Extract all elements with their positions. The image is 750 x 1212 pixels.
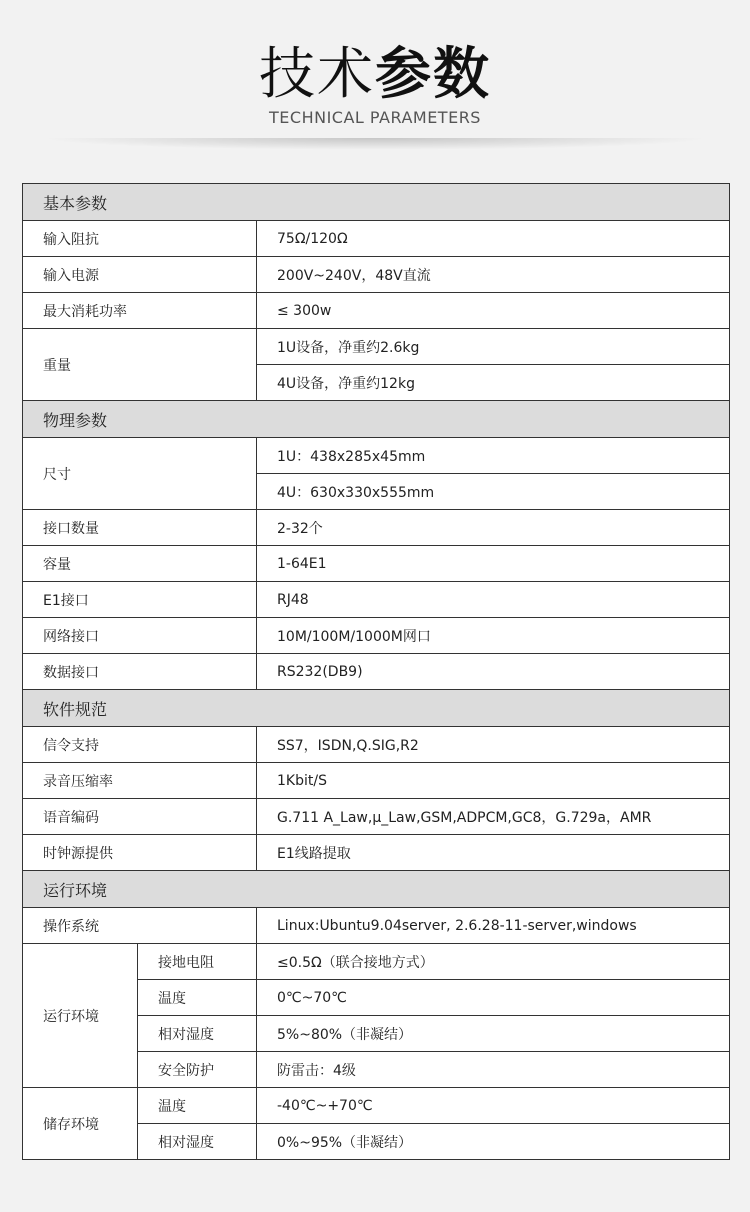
section-title: 基本参数 xyxy=(23,184,730,221)
row-value: RJ48 xyxy=(257,582,730,618)
table-row xyxy=(23,510,730,546)
table-row xyxy=(23,329,730,365)
table-row xyxy=(23,257,730,293)
table-row xyxy=(23,835,730,871)
section-title: 运行环境 xyxy=(23,871,730,908)
row-value: SS7，ISDN,Q.SIG,R2 xyxy=(257,727,730,763)
section-header-physical xyxy=(23,401,730,438)
table-row xyxy=(23,763,730,799)
table-row xyxy=(23,221,730,257)
table-row xyxy=(23,727,730,763)
row-label: 信令支持 xyxy=(23,727,257,763)
row-value: ≤0.5Ω（联合接地方式） xyxy=(257,944,730,980)
row-value: 2-32个 xyxy=(257,510,730,546)
row-label: 相对湿度 xyxy=(138,1016,257,1052)
spec-table xyxy=(22,183,730,1160)
row-value: 200V~240V，48V直流 xyxy=(257,257,730,293)
table-row xyxy=(23,546,730,582)
section-title: 软件规范 xyxy=(23,690,730,727)
row-label: E1接口 xyxy=(23,582,257,618)
row-value: Linux:Ubuntu9.04server, 2.6.28-11-server,windows xyxy=(257,908,730,944)
row-label: 输入阻抗 xyxy=(23,221,257,257)
row-value: 5%~80%（非凝结） xyxy=(257,1016,730,1052)
row-value: 4U：630x330x555mm xyxy=(257,474,730,510)
table-row xyxy=(23,799,730,835)
row-value: E1线路提取 xyxy=(257,835,730,871)
section-header-environment xyxy=(23,871,730,908)
row-label: 数据接口 xyxy=(23,654,257,690)
table-row xyxy=(23,908,730,944)
title-bold: 参数 xyxy=(375,42,491,107)
row-label: 时钟源提供 xyxy=(23,835,257,871)
row-value: G.711 A_Law,μ_Law,GSM,ADPCM,GC8，G.729a，AMR xyxy=(257,799,730,835)
row-value: ≤ 300w xyxy=(257,293,730,329)
row-value: 1U：438x285x45mm xyxy=(257,438,730,474)
row-label: 输入电源 xyxy=(23,257,257,293)
row-value: 防雷击：4级 xyxy=(257,1052,730,1088)
title-light: 技术 xyxy=(259,42,375,107)
row-value: 4U设备，净重约12kg xyxy=(257,365,730,401)
row-label: 最大消耗功率 xyxy=(23,293,257,329)
table-row xyxy=(23,582,730,618)
row-label: 接地电阻 xyxy=(138,944,257,980)
row-value: 1-64E1 xyxy=(257,546,730,582)
table-row xyxy=(23,618,730,654)
row-label: 网络接口 xyxy=(23,618,257,654)
row-label: 操作系统 xyxy=(23,908,257,944)
row-label: 容量 xyxy=(23,546,257,582)
row-label: 相对湿度 xyxy=(138,1124,257,1160)
row-value: -40℃~+70℃ xyxy=(257,1088,730,1124)
row-value: 1Kbit/S xyxy=(257,763,730,799)
table-row xyxy=(23,1088,730,1124)
row-value: 1U设备，净重约2.6kg xyxy=(257,329,730,365)
row-label: 尺寸 xyxy=(23,438,257,510)
table-row xyxy=(23,293,730,329)
table-row xyxy=(23,944,730,980)
group-label: 运行环境 xyxy=(23,944,138,1088)
header xyxy=(0,0,750,150)
group-label: 储存环境 xyxy=(23,1088,138,1160)
row-label: 语音编码 xyxy=(23,799,257,835)
row-label: 温度 xyxy=(138,980,257,1016)
row-value: 10M/100M/1000M网口 xyxy=(257,618,730,654)
row-label: 安全防护 xyxy=(138,1052,257,1088)
row-label: 重量 xyxy=(23,329,257,401)
row-value: 75Ω/120Ω xyxy=(257,221,730,257)
header-shadow xyxy=(40,138,710,150)
page-title xyxy=(0,40,750,110)
row-label: 温度 xyxy=(138,1088,257,1124)
row-value: 0%~95%（非凝结） xyxy=(257,1124,730,1160)
table-row xyxy=(23,654,730,690)
section-header-basic xyxy=(23,184,730,221)
row-label: 录音压缩率 xyxy=(23,763,257,799)
section-title: 物理参数 xyxy=(23,401,730,438)
row-value: 0℃~70℃ xyxy=(257,980,730,1016)
page-subtitle: TECHNICAL PARAMETERS xyxy=(269,108,481,127)
row-value: RS232(DB9) xyxy=(257,654,730,690)
row-label: 接口数量 xyxy=(23,510,257,546)
table-row xyxy=(23,438,730,474)
section-header-software xyxy=(23,690,730,727)
